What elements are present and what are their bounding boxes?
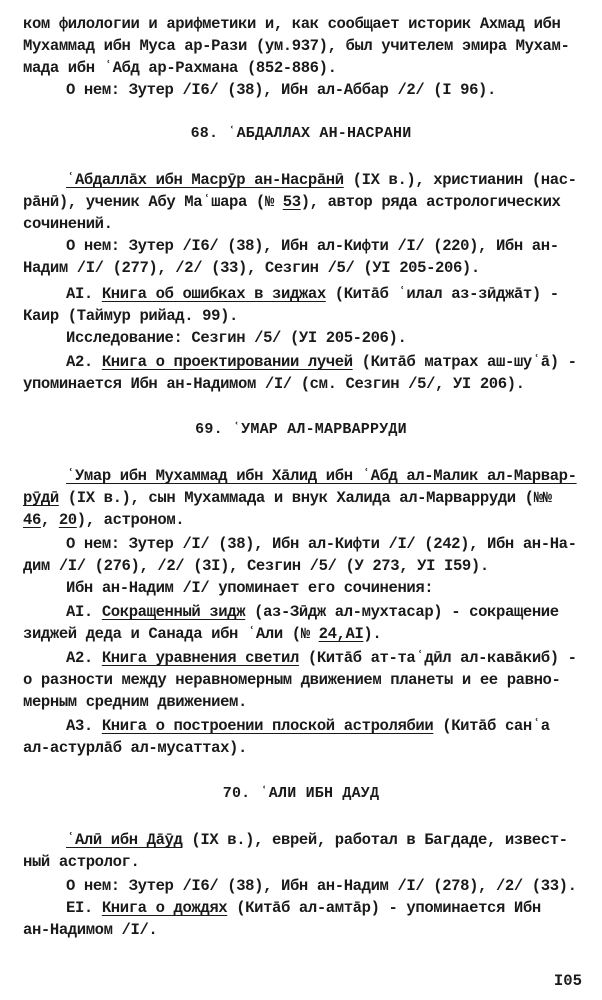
s69-author-name: ʿУмар ибн Мухаммад ибн Хāлид ибн ʿАбд ал-Малик ал-Марвар- (66, 467, 577, 485)
s69-work-a1-title: Сокращенный зидж (101, 603, 246, 621)
s69-work-a1-line-2: зиджей деда и Санада ибн ʿАли (№ 24,AI). (23, 625, 382, 643)
s69-cross-ref-2: 20 (58, 511, 77, 529)
s70-work-e1-line-2: ан-Надимом /I/. (23, 921, 158, 939)
s70-work-e1-title: Книга о дождях (101, 899, 228, 917)
intro-line-3: мада ибн ʿАбд ар-Рахмана (852-886). (23, 59, 337, 77)
s68-work-a2: А2. Книга о проектировании лучей (Китāб матрах аш-шуʿā) - (66, 353, 577, 371)
s69-work-a3-line-2: ал-астурлāб ал-мусаттах). (23, 739, 247, 757)
s68-work-a1-title: Книга об ошибках в зиджах (101, 285, 326, 303)
page-number: I05 (553, 972, 582, 990)
section-69-heading: 69. ʿУМАР АЛ-МАРВАРРУДИ (195, 421, 407, 438)
s69-para-line-3: 46, 20), астроном. (23, 511, 185, 529)
s69-author-name-end: рӯдӣ (23, 489, 59, 507)
s69-work-a2: А2. Книга уравнения светил (Китāб ат-таʿдӣл ал-кавāкиб) - (66, 649, 577, 667)
s69-cross-ref-3: 24,AI (318, 625, 364, 643)
s70-references: О нем: Зутер /I6/ (38), Ибн ан-Надим /I/ (278), /2/ (33). (66, 877, 577, 895)
s69-references-1: О нем: Зутер /I/ (38), Ибн ал-Кифти /I/ (242), Ибн ан-На- (66, 535, 577, 553)
s68-author-name: ʿАбдаллāх ибн Масрӯр ан-Насрāнӣ (66, 171, 344, 189)
s68-para-line-2: рāнӣ), ученик Абу Маʿшара (№ 53), автор ряда астрологических (23, 193, 561, 211)
s69-work-a1: AI. Сокращенный зидж (аз-Зӣдж ал-мухтасар) - сокращение (66, 603, 559, 621)
s68-work-a1-line-2: Каир (Таймур рийад. 99). (23, 307, 238, 325)
intro-line-1: ком филологии и арифметики и, как сообщает историк Ахмад ибн (23, 15, 561, 33)
intro-references: О нем: Зутер /I6/ (38), Ибн ал-Аббар /2/ (I 96). (66, 81, 496, 99)
s69-work-a2-title: Книга уравнения светил (101, 649, 299, 667)
s68-study: Исследование: Сезгин /5/ (УI 205-206). (66, 329, 407, 347)
s69-work-a3-title: Книга о построении плоской астролябии (101, 717, 434, 735)
section-68-heading: 68. ʿАБДАЛЛАХ АН-НАСРАНИ (190, 125, 412, 142)
s69-para-line-2: рӯдӣ (IX в.), сын Мухаммада и внук Халида ал-Марварруди (№№ (23, 489, 552, 507)
s70-para-line-1: ʿАлӣ ибн Дāӯд (IX в.), еврей, работал в Багдаде, извест- (66, 831, 568, 849)
s68-work-a2-line-2: упоминается Ибн ан-Надимом /I/ (см. Сезгин /5/, УI 206). (23, 375, 525, 393)
s69-works-intro: Ибн ан-Надим /I/ упоминает его сочинения: (66, 579, 434, 597)
s68-cross-ref: 53 (282, 193, 301, 211)
s70-para-line-2: ный астролог. (23, 853, 140, 871)
s68-work-a2-title: Книга о проектировании лучей (101, 353, 353, 371)
s69-references-2: дим /I/ (276), /2/ (3I), Сезгин /5/ (У 273, УI I59). (23, 557, 489, 575)
s68-references-2: Надим /I/ (277), /2/ (33), Сезгин /5/ (УI 205-206). (23, 259, 480, 277)
s70-author-name: ʿАлӣ ибн Дāӯд (66, 831, 183, 849)
s68-references-1: О нем: Зутер /I6/ (38), Ибн ал-Кифти /I/ (220), Ибн ан- (66, 237, 559, 255)
s69-work-a2-line-2: о разности между неравномерным движением планеты и ее равно- (23, 671, 561, 689)
s68-para-line-1: ʿАбдаллāх ибн Масрӯр ан-Насрāнӣ (IX в.), христианин (нас- (66, 171, 577, 189)
s69-cross-ref-1: 46 (23, 511, 41, 529)
s69-work-a3: А3. Книга о построении плоской астролябии (Китāб санʿа (66, 717, 550, 735)
intro-line-2: Мухаммад ибн Муса ар-Рази (ум.937), был учителем эмира Мухам- (23, 37, 570, 55)
s69-work-a2-line-3: мерным средним движением. (23, 693, 247, 711)
s70-work-e1: EI. Книга о дождях (Китāб ал-амтāр) - упоминается Ибн (66, 899, 541, 917)
s68-work-a1: AI. Книга об ошибках в зиджах (Китāб ʿилал аз-зӣджāт) - (66, 285, 559, 303)
s68-para-line-3: сочинений. (23, 215, 113, 233)
section-70-heading: 70. ʿАЛИ ИБН ДАУД (222, 785, 380, 802)
s69-para-line-1 (66, 466, 577, 486)
